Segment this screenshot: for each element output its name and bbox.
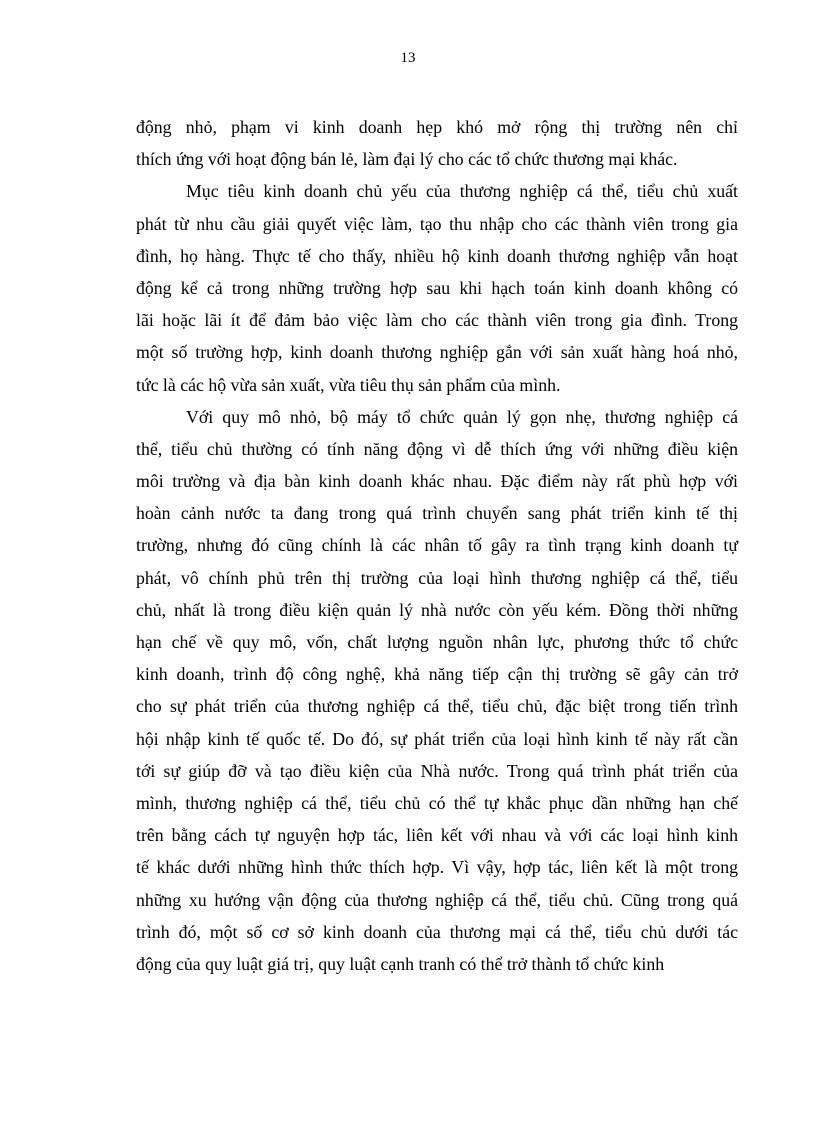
text-line: kinh doanh, trình độ công nghệ, khả năng tiếp cận thị trường sẽ gây cản trở	[136, 664, 738, 685]
text-line: động của quy luật giá trị, quy luật cạnh tranh có thể trở thành tổ chức kinh	[136, 953, 665, 974]
text-line: thích ứng với hoạt động bán lẻ, làm đại lý cho các tổ chức thương mại khác.	[136, 149, 678, 170]
text-line: trình đó, một số cơ sở kinh doanh của thương mại cá thể, tiểu chủ dưới tác	[136, 921, 738, 942]
text-line: mình, thương nghiệp cá thể, tiểu chủ có thể tự khắc phục dần những hạn chế	[136, 792, 738, 813]
paragraph-3	[136, 401, 738, 980]
page-number: 13	[400, 50, 416, 66]
text-line: động kể cả trong những trường hợp sau khi hạch toán kinh doanh không có	[136, 277, 738, 298]
text-line: trên bằng cách tự nguyện hợp tác, liên kết với nhau và với các loại hình kinh	[136, 825, 738, 846]
text-line: những xu hướng vận động của thương nghiệp cá thể, tiểu chủ. Cũng trong quá	[136, 889, 738, 910]
text-line: thể, tiểu chủ thường có tính năng động vì dễ thích ứng với những điều kiện	[136, 438, 738, 459]
text-line: tức là các hộ vừa sản xuất, vừa tiêu thụ sản phẩm của mình.	[136, 374, 561, 395]
text-line: chủ, nhất là trong điều kiện quản lý nhà nước còn yếu kém. Đồng thời những	[136, 599, 738, 620]
text-line: một số trường hợp, kinh doanh thương nghiệp gắn với sản xuất hàng hoá nhỏ,	[136, 342, 738, 363]
text-line: môi trường và địa bàn kinh doanh khác nhau. Đặc điểm này rất phù hợp với	[136, 471, 738, 492]
paragraph-2	[136, 175, 738, 400]
text-line: hoàn cảnh nước ta đang trong quá trình chuyển sang phát triển kinh tế thị	[136, 503, 738, 524]
text-line: tới sự giúp đỡ và tạo điều kiện của Nhà nước. Trong quá trình phát triển của	[136, 760, 738, 781]
text-line: Mục tiêu kinh doanh chủ yếu của thương nghiệp cá thể, tiểu chủ xuất	[186, 181, 738, 202]
paragraph-1	[136, 111, 738, 175]
text-line: động nhỏ, phạm vi kinh doanh hẹp khó mở rộng thị trường nên chỉ	[136, 117, 738, 137]
text-line: phát, vô chính phủ trên thị trường của loại hình thương nghiệp cá thể, tiểu	[136, 567, 738, 588]
text-line: hội nhập kinh tế quốc tế. Do đó, sự phát triển của loại hình kinh tế này rất cần	[136, 728, 738, 749]
text-line: lãi hoặc lãi ít để đảm bảo việc làm cho các thành viên trong gia đình. Trong	[136, 310, 738, 331]
text-line: đình, họ hàng. Thực tế cho thấy, nhiều hộ kinh doanh thương nghiệp vẫn hoạt	[136, 245, 738, 266]
text-line: trường, nhưng đó cũng chính là các nhân tố gây ra tình trạng kinh doanh tự	[136, 535, 738, 556]
text-line: tế khác dưới những hình thức thích hợp. Vì vậy, hợp tác, liên kết là một trong	[136, 857, 738, 878]
text-line: phát từ nhu cầu giải quyết việc làm, tạo thu nhập cho các thành viên trong gia	[136, 213, 738, 234]
document-body	[136, 111, 738, 980]
text-line: hạn chế về quy mô, vốn, chất lượng nguồn nhân lực, phương thức tổ chức	[136, 632, 738, 652]
text-line: cho sự phát triển của thương nghiệp cá thể, tiểu chủ, đặc biệt trong tiến trình	[136, 696, 738, 717]
text-line: Với quy mô nhỏ, bộ máy tổ chức quản lý gọn nhẹ, thương nghiệp cá	[186, 406, 738, 427]
